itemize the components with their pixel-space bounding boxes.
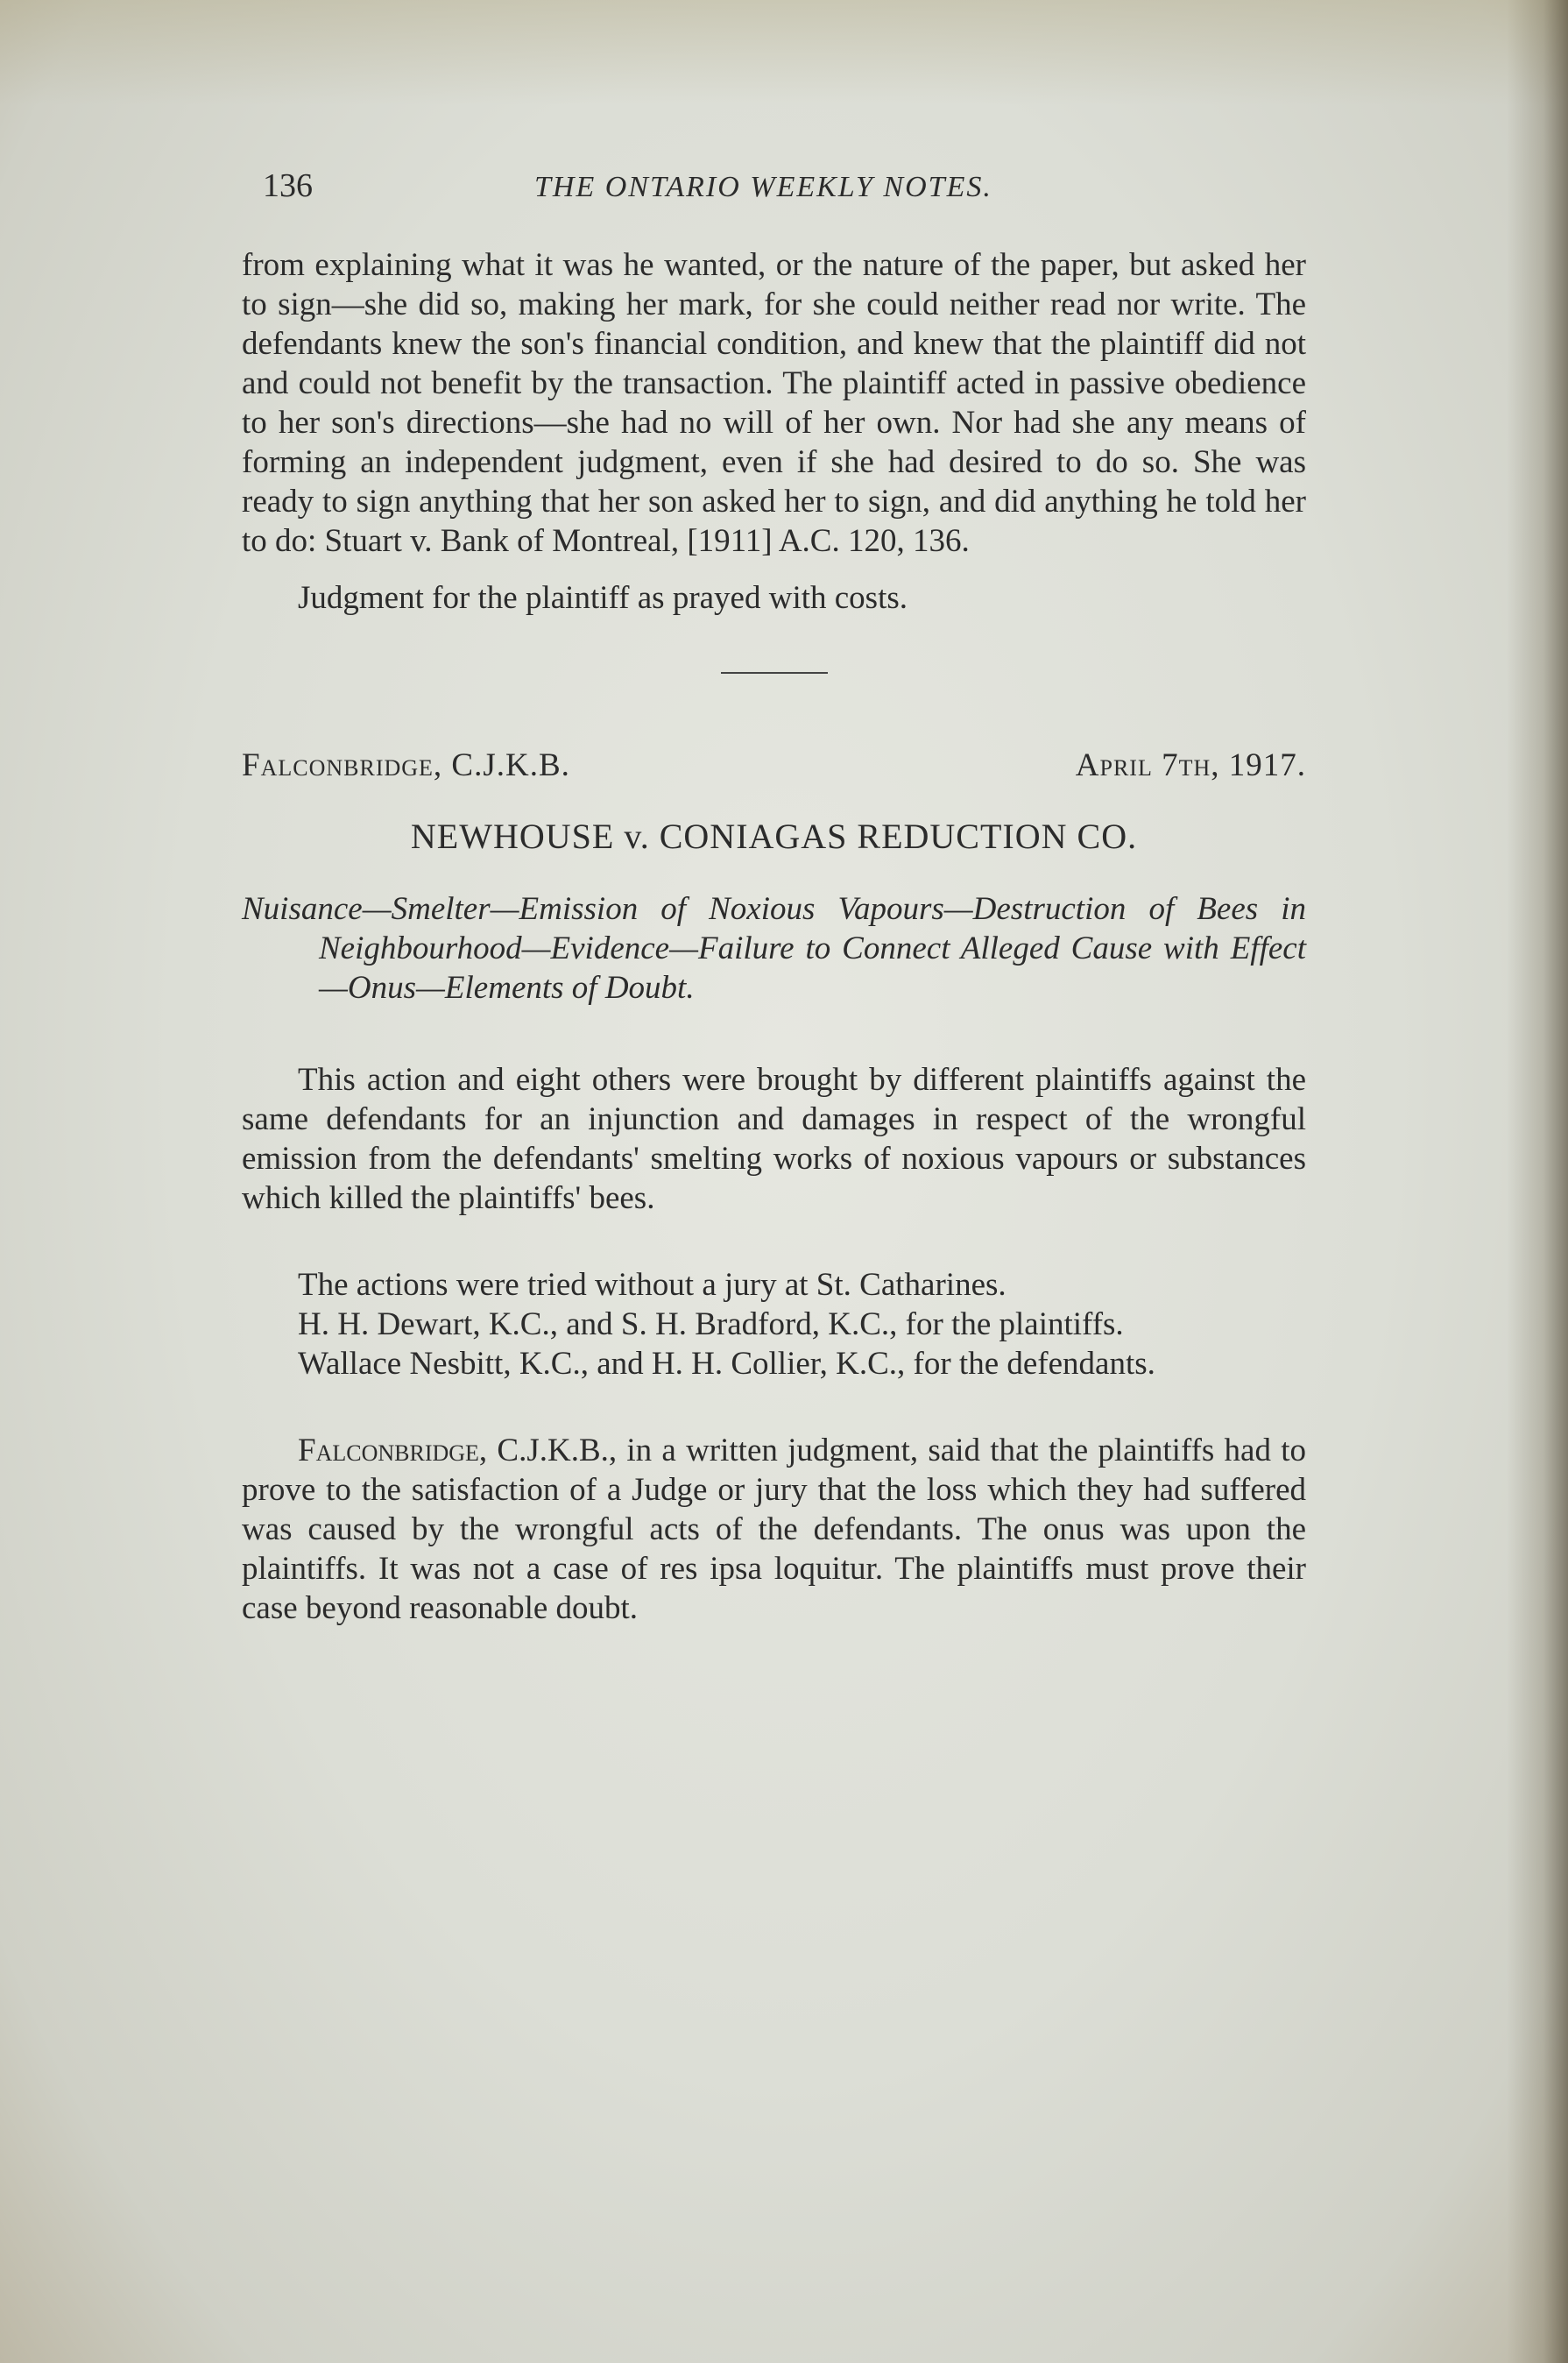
case-title: NEWHOUSE v. CONIAGAS REDUCTION CO.	[410, 817, 1138, 856]
case-intro-paragraph: This action and eight others were brought by different plaintiffs against the same defendants for an injunction and damages in respect of the wrongful emission from the defendants' smelting works of noxious vapours or substances which killed the plaintiffs' bees.	[242, 1062, 1306, 1216]
judge-name: Falconbridge, C.J.K.B.	[242, 747, 570, 783]
trial-line: The actions were tried without a jury at St. Catharines.	[298, 1267, 1006, 1303]
section-divider	[721, 672, 828, 674]
judgment-line: Judgment for the plaintiff as prayed with costs.	[298, 580, 908, 616]
counsel-plaintiffs: H. H. Dewart, K.C., and S. H. Bradford, K.C., for the plaintiffs.	[298, 1306, 1124, 1342]
page-top-tint	[0, 0, 1568, 105]
decision-date: April 7th, 1917.	[1075, 747, 1306, 783]
counsel-defendants: Wallace Nesbitt, K.C., and H. H. Collier, K.C., for the defendants.	[298, 1346, 1155, 1382]
running-head	[242, 166, 1306, 219]
judgment-text: in a written judgment, said that the plaintiffs had to prove to the satisfaction of a Judge or jury that the loss which they had suffered was caused by the wrongful acts of the defendants. The onus was upon the plaintiffs. It was not a case of res ipsa loquitur. The plaintiffs must prove their case beyond reasonable doubt.	[242, 1433, 1307, 1626]
page-number: 136	[263, 167, 313, 204]
journal-title: THE ONTARIO WEEKLY NOTES.	[534, 171, 992, 203]
judgment-paragraph	[242, 1431, 1306, 1628]
judgment-lead: Falconbridge, C.J.K.B.,	[298, 1433, 618, 1468]
page-edge-shadow	[1507, 0, 1568, 2363]
continuation-paragraph: from explaining what it was he wanted, or the nature of the paper, but asked her to sign—she did so, making her mark, for she could neither read nor write. The defendants knew the son's financial condition, and knew that the plaintiff did not and could not benefit by the transaction. The plaintiff acted in passive obedience to her son's directions—she had no will of her own. Nor had she any means of forming an independent judgment, even if she had desired to do so. She was ready to sign anything that her son asked her to sign, and did anything he told her to do: Stuart v. Bank of Montreal, [1911] A.C. 120, 136.	[242, 247, 1306, 559]
page-text-block	[242, 166, 1306, 1628]
headnote: Nuisance—Smelter—Emission of Noxious Vapours—Destruction of Bees in Neighbourhood—Evidence—Failure to Connect Alleged Cause with Effect—Onus—Elements of Doubt.	[242, 891, 1306, 1006]
court-line	[242, 746, 1306, 785]
